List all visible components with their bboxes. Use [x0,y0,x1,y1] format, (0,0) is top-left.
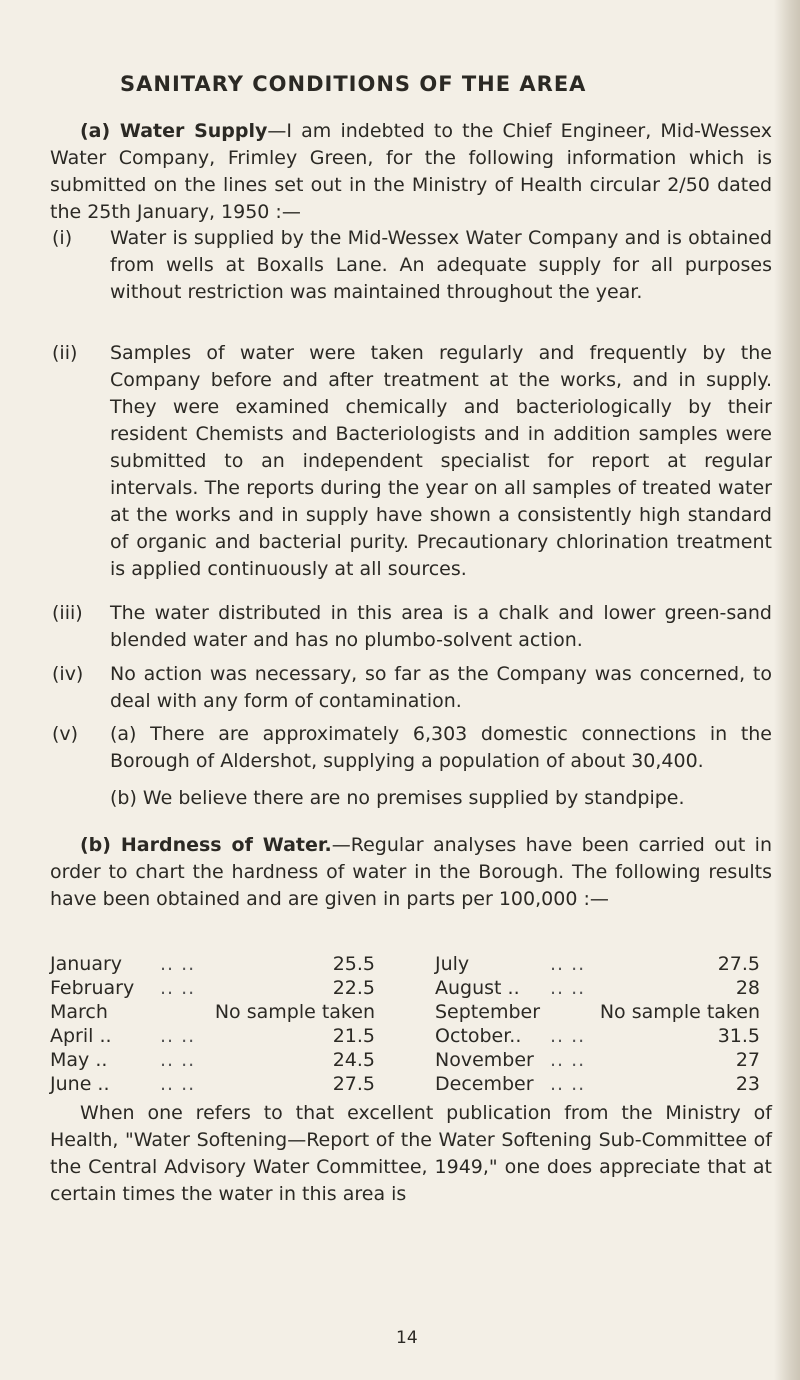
item-number-v: (v) [52,723,79,745]
month-cell: April .. [50,1025,112,1047]
month-cell: May .. [50,1049,108,1071]
month-cell: January [50,953,123,975]
table-row [50,1048,760,1072]
month-cell: February [50,977,135,999]
leader-dots: .. .. [550,953,586,975]
value-cell: 28 [735,977,760,999]
section-a-intro-paragraph [50,118,772,226]
leader-dots: .. .. [550,1025,586,1047]
value-cell: 27.5 [332,1073,375,1095]
section-b-intro: —Regular analyses have been carried out in order to chart the hardness of water in the Borough. The following results have been obtained and are given in parts per 100,000 :— [50,834,772,910]
item-number-ii: (ii) [52,342,78,364]
value-cell: 21.5 [332,1025,375,1047]
month-cell: July [435,953,470,975]
value-cell: 23 [735,1073,760,1095]
item-text-iv: No action was necessary, so far as the Company was concerned, to deal with any form of contamination. [110,663,772,712]
leader-dots: .. .. [160,953,196,975]
table-row [50,952,760,976]
leader-dots: .. .. [160,1049,196,1071]
item-text-iii: The water distributed in this area is a chalk and lower green-sand blended water and has no plumbo-solvent action. [110,602,772,651]
page-heading: SANITARY CONDITIONS OF THE AREA [120,72,587,96]
value-cell: 27.5 [717,953,760,975]
value-cell: No sample taken [599,1001,760,1023]
table-row [50,1000,760,1024]
month-cell: March [50,1001,108,1023]
section-b-label: (b) Hardness of Water. [80,834,332,856]
leader-dots: .. .. [550,977,586,999]
section-b-intro-paragraph [50,832,772,913]
page-edge-shadow [774,0,800,1380]
leader-dots: .. .. [160,1025,196,1047]
item-number-iv: (iv) [52,663,84,685]
item-text-i: Water is supplied by the Mid-Wessex Water Company and is obtained from wells at Boxalls Lane. An adequate supply for all purposes without restriction was maintained throughout the year. [110,227,772,303]
section-a-label: (a) Water Supply [80,120,268,142]
month-cell: August .. [435,977,520,999]
value-cell: No sample taken [214,1001,375,1023]
item-number-i: (i) [52,227,73,249]
month-cell: September [435,1001,541,1023]
table-row [50,1072,760,1096]
leader-dots: .. .. [160,1073,196,1095]
section-a-intro: —I am indebted to the Chief Engineer, Mid-Wessex Water Company, Frimley Green, for the following information which is submitted on the lines set out in the Ministry of Health circular 2/50 dated the 25th January, 1950 :— [50,120,772,223]
month-cell: June .. [50,1073,110,1095]
leader-dots: .. .. [550,1073,586,1095]
leader-dots: .. .. [160,977,196,999]
value-cell: 27 [735,1049,760,1071]
item-number-iii: (iii) [52,602,83,624]
leader-dots: .. .. [550,1049,586,1071]
table-row [50,976,760,1000]
item-text-v-b: (b) We believe there are no premises supplied by standpipe. [110,787,685,809]
value-cell: 31.5 [717,1025,760,1047]
hardness-table [50,952,760,1096]
month-cell: December [435,1073,534,1095]
item-text-v-a: (a) There are approximately 6,303 domestic connections in the Borough of Aldershot, supplying a population of about 30,400. [110,723,772,772]
page-number: 14 [396,1328,418,1348]
closing-paragraph: When one refers to that excellent publication from the Ministry of Health, "Water Softening—Report of the Water Softening Sub-Committee of the Central Advisory Water Committee, 1949," one does appreciate that at certain times the water in this area is [50,1102,772,1205]
item-text-ii: Samples of water were taken regularly and frequently by the Company before and after treatment at the works, and in supply. They were examined chemically and bacteriologically by their resident Chemists and Bacteriologists and in addition samples were submitted to an independent specialist for report at regular intervals. The reports during the year on all samples of treated water at the works and in supply have shown a consistently high standard of organic and bacterial purity. Precautionary chlorination treatment is applied continuously at all sources. [110,342,772,580]
value-cell: 24.5 [332,1049,375,1071]
value-cell: 22.5 [332,977,375,999]
value-cell: 25.5 [332,953,375,975]
table-row [50,1024,760,1048]
month-cell: October.. [435,1025,522,1047]
month-cell: November [435,1049,534,1071]
